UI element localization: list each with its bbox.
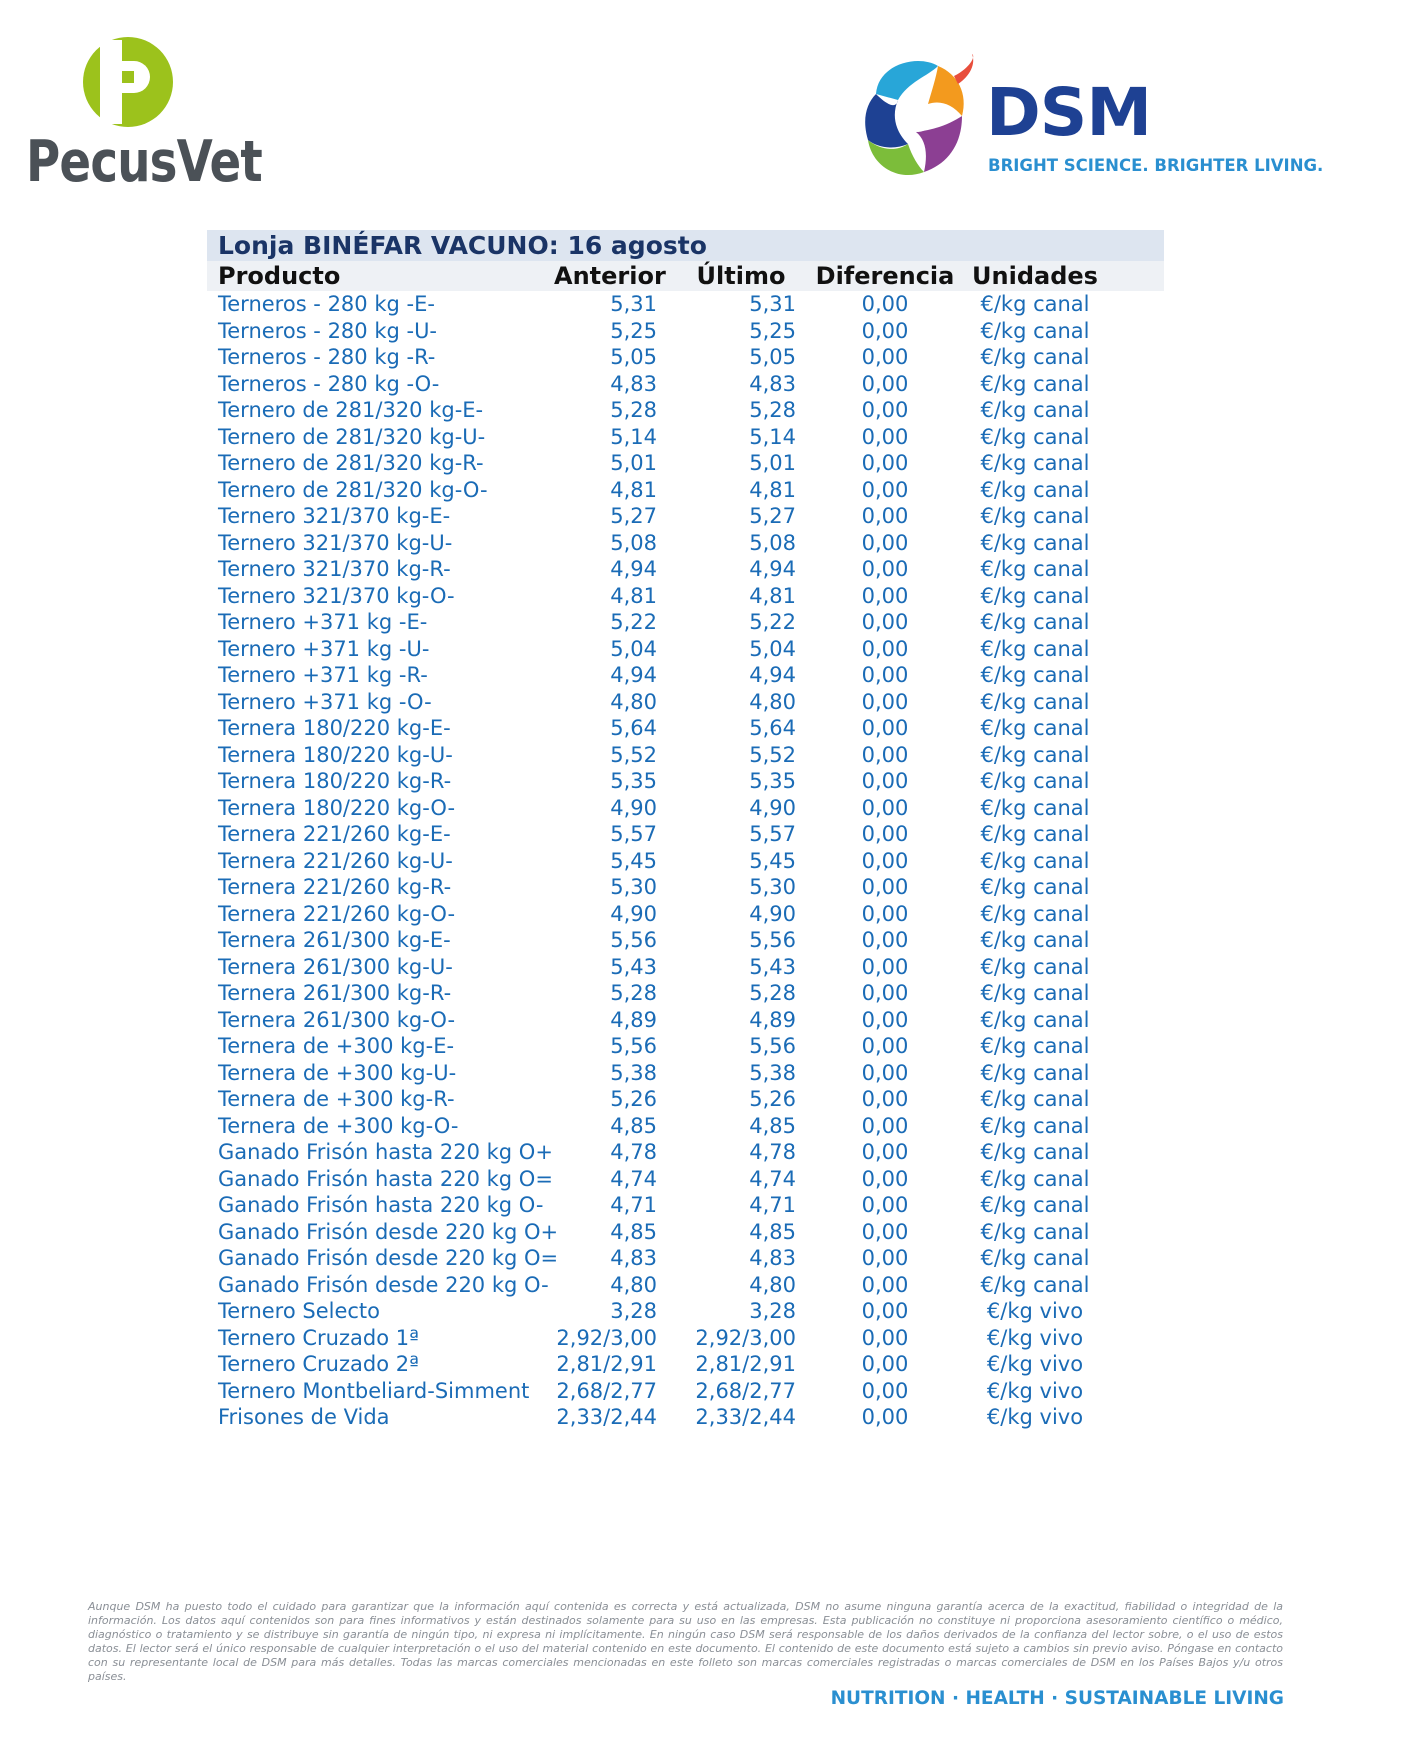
cell-diferencia: 0,00 bbox=[861, 424, 909, 449]
cell-ultimo: 5,64 bbox=[749, 716, 796, 741]
cell-ultimo: 5,43 bbox=[749, 954, 796, 979]
cell-anterior: 3,28 bbox=[610, 1299, 657, 1324]
table-row bbox=[207, 848, 1164, 875]
cell-unidades: €/kg canal bbox=[980, 1246, 1090, 1271]
cell-anterior: 2,92/3,00 bbox=[556, 1325, 657, 1350]
cell-diferencia: 0,00 bbox=[861, 398, 909, 423]
cell-producto: Ternera 221/260 kg-E- bbox=[218, 822, 451, 847]
cell-producto: Ternera de +300 kg-R- bbox=[218, 1087, 455, 1112]
cell-diferencia: 0,00 bbox=[861, 583, 909, 608]
table-row bbox=[207, 1272, 1164, 1299]
cell-anterior: 5,27 bbox=[610, 504, 657, 529]
cell-producto: Ternera 180/220 kg-O- bbox=[218, 795, 456, 820]
cell-anterior: 2,33/2,44 bbox=[556, 1405, 657, 1430]
cell-producto: Ternera 261/300 kg-U- bbox=[218, 954, 453, 979]
cell-producto: Ternera 180/220 kg-U- bbox=[218, 742, 453, 767]
cell-anterior: 4,85 bbox=[610, 1219, 657, 1244]
cell-producto: Ganado Frisón desde 220 kg O- bbox=[218, 1272, 549, 1297]
table-row bbox=[207, 927, 1164, 954]
cell-diferencia: 0,00 bbox=[861, 1087, 909, 1112]
cell-unidades: €/kg canal bbox=[980, 504, 1090, 529]
cell-anterior: 4,89 bbox=[610, 1007, 657, 1032]
cell-unidades: €/kg canal bbox=[980, 1193, 1090, 1218]
cell-ultimo: 5,26 bbox=[749, 1087, 796, 1112]
table-row bbox=[207, 371, 1164, 398]
cell-diferencia: 0,00 bbox=[861, 663, 909, 688]
cell-producto: Ternero +371 kg -E- bbox=[218, 610, 428, 635]
cell-producto: Ternera 221/260 kg-U- bbox=[218, 848, 453, 873]
cell-ultimo: 5,14 bbox=[749, 424, 796, 449]
cell-producto: Terneros - 280 kg -U- bbox=[218, 318, 438, 343]
cell-anterior: 5,52 bbox=[610, 742, 657, 767]
table-row bbox=[207, 1166, 1164, 1193]
table-row bbox=[207, 1245, 1164, 1272]
cell-unidades: €/kg canal bbox=[980, 371, 1090, 396]
cell-unidades: €/kg canal bbox=[980, 1113, 1090, 1138]
cell-producto: Ternera 261/300 kg-O- bbox=[218, 1007, 456, 1032]
cell-anterior: 5,01 bbox=[610, 451, 657, 476]
cell-unidades: €/kg canal bbox=[980, 1034, 1090, 1059]
cell-diferencia: 0,00 bbox=[861, 318, 909, 343]
cell-anterior: 4,80 bbox=[610, 1272, 657, 1297]
cell-ultimo: 4,89 bbox=[749, 1007, 796, 1032]
table-row bbox=[207, 1219, 1164, 1246]
cell-unidades: €/kg canal bbox=[980, 795, 1090, 820]
cell-ultimo: 5,27 bbox=[749, 504, 796, 529]
table-row bbox=[207, 1113, 1164, 1140]
table-row bbox=[207, 901, 1164, 928]
cell-diferencia: 0,00 bbox=[861, 928, 909, 953]
dsm-tagline: BRIGHT SCIENCE. BRIGHTER LIVING. bbox=[988, 156, 1324, 175]
table-row bbox=[207, 1325, 1164, 1352]
table-row bbox=[207, 1378, 1164, 1405]
cell-unidades: €/kg canal bbox=[980, 822, 1090, 847]
cell-ultimo: 4,78 bbox=[749, 1140, 796, 1165]
table-row bbox=[207, 1139, 1164, 1166]
cell-ultimo: 4,83 bbox=[749, 371, 796, 396]
cell-ultimo: 4,90 bbox=[749, 795, 796, 820]
cell-anterior: 5,56 bbox=[610, 1034, 657, 1059]
cell-ultimo: 4,85 bbox=[749, 1113, 796, 1138]
cell-unidades: €/kg vivo bbox=[986, 1299, 1084, 1324]
column-header-producto: Producto bbox=[218, 262, 341, 290]
cell-diferencia: 0,00 bbox=[861, 1246, 909, 1271]
pecusvet-p-icon bbox=[78, 35, 178, 129]
cell-diferencia: 0,00 bbox=[861, 1272, 909, 1297]
cell-unidades: €/kg canal bbox=[980, 530, 1090, 555]
cell-anterior: 4,90 bbox=[610, 795, 657, 820]
cell-anterior: 5,64 bbox=[610, 716, 657, 741]
table-row bbox=[207, 954, 1164, 981]
cell-producto: Ternera 261/300 kg-E- bbox=[218, 928, 451, 953]
table-row bbox=[207, 980, 1164, 1007]
cell-ultimo: 5,25 bbox=[749, 318, 796, 343]
cell-anterior: 5,28 bbox=[610, 398, 657, 423]
table-row bbox=[207, 874, 1164, 901]
cell-ultimo: 4,80 bbox=[749, 1272, 796, 1297]
cell-anterior: 4,81 bbox=[610, 583, 657, 608]
cell-anterior: 5,57 bbox=[610, 822, 657, 847]
cell-diferencia: 0,00 bbox=[861, 795, 909, 820]
footer-tagline: NUTRITION · HEALTH · SUSTAINABLE LIVING bbox=[830, 1688, 1284, 1709]
cell-ultimo: 5,31 bbox=[749, 292, 796, 317]
cell-diferencia: 0,00 bbox=[861, 689, 909, 714]
cell-unidades: €/kg vivo bbox=[986, 1352, 1084, 1377]
cell-anterior: 4,83 bbox=[610, 1246, 657, 1271]
cell-diferencia: 0,00 bbox=[861, 1140, 909, 1165]
cell-diferencia: 0,00 bbox=[861, 610, 909, 635]
cell-ultimo: 5,28 bbox=[749, 398, 796, 423]
cell-ultimo: 4,81 bbox=[749, 477, 796, 502]
cell-producto: Ternero de 281/320 kg-O- bbox=[218, 477, 488, 502]
cell-producto: Ganado Frisón desde 220 kg O= bbox=[218, 1246, 559, 1271]
cell-producto: Ternera 221/260 kg-R- bbox=[218, 875, 452, 900]
cell-ultimo: 5,35 bbox=[749, 769, 796, 794]
cell-anterior: 5,56 bbox=[610, 928, 657, 953]
cell-diferencia: 0,00 bbox=[861, 1034, 909, 1059]
cell-anterior: 5,08 bbox=[610, 530, 657, 555]
cell-producto: Ternero 321/370 kg-O- bbox=[218, 583, 455, 608]
column-header-unidades: Unidades bbox=[972, 262, 1098, 290]
table-row bbox=[207, 689, 1164, 716]
cell-unidades: €/kg canal bbox=[980, 557, 1090, 582]
cell-producto: Ternero 321/370 kg-R- bbox=[218, 557, 451, 582]
cell-diferencia: 0,00 bbox=[861, 292, 909, 317]
cell-ultimo: 5,45 bbox=[749, 848, 796, 873]
cell-anterior: 5,43 bbox=[610, 954, 657, 979]
cell-anterior: 5,30 bbox=[610, 875, 657, 900]
cell-unidades: €/kg vivo bbox=[986, 1325, 1084, 1350]
cell-anterior: 4,85 bbox=[610, 1113, 657, 1138]
table-header bbox=[207, 261, 1164, 291]
cell-anterior: 4,80 bbox=[610, 689, 657, 714]
cell-ultimo: 3,28 bbox=[749, 1299, 796, 1324]
cell-anterior: 5,31 bbox=[610, 292, 657, 317]
column-header-diferencia: Diferencia bbox=[815, 262, 955, 290]
cell-anterior: 4,81 bbox=[610, 477, 657, 502]
cell-anterior: 2,68/2,77 bbox=[556, 1378, 657, 1403]
cell-diferencia: 0,00 bbox=[861, 1325, 909, 1350]
cell-producto: Ternero de 281/320 kg-U- bbox=[218, 424, 486, 449]
cell-producto: Ternera 180/220 kg-E- bbox=[218, 716, 451, 741]
dsm-logo bbox=[858, 54, 1324, 194]
cell-ultimo: 5,04 bbox=[749, 636, 796, 661]
cell-ultimo: 5,56 bbox=[749, 928, 796, 953]
table-row bbox=[207, 318, 1164, 345]
cell-unidades: €/kg canal bbox=[980, 928, 1090, 953]
cell-anterior: 4,83 bbox=[610, 371, 657, 396]
cell-diferencia: 0,00 bbox=[861, 742, 909, 767]
cell-anterior: 5,05 bbox=[610, 345, 657, 370]
cell-anterior: 5,35 bbox=[610, 769, 657, 794]
cell-ultimo: 4,71 bbox=[749, 1193, 796, 1218]
cell-diferencia: 0,00 bbox=[861, 822, 909, 847]
cell-ultimo: 5,08 bbox=[749, 530, 796, 555]
cell-unidades: €/kg canal bbox=[980, 742, 1090, 767]
cell-unidades: €/kg canal bbox=[980, 663, 1090, 688]
cell-diferencia: 0,00 bbox=[861, 769, 909, 794]
dsm-wordmark: DSM bbox=[986, 74, 1151, 151]
table-row bbox=[207, 556, 1164, 583]
cell-producto: Ternera de +300 kg-O- bbox=[218, 1113, 459, 1138]
cell-unidades: €/kg canal bbox=[980, 477, 1090, 502]
cell-unidades: €/kg canal bbox=[980, 451, 1090, 476]
cell-producto: Ternero Montbeliard-Simment bbox=[218, 1378, 530, 1403]
table-row bbox=[207, 344, 1164, 371]
cell-diferencia: 0,00 bbox=[861, 371, 909, 396]
cell-anterior: 4,94 bbox=[610, 663, 657, 688]
cell-producto: Terneros - 280 kg -O- bbox=[218, 371, 440, 396]
cell-diferencia: 0,00 bbox=[861, 716, 909, 741]
table-row bbox=[207, 742, 1164, 769]
cell-ultimo: 5,28 bbox=[749, 981, 796, 1006]
cell-producto: Ternera 261/300 kg-R- bbox=[218, 981, 452, 1006]
table-row bbox=[207, 1298, 1164, 1325]
table-row bbox=[207, 768, 1164, 795]
table-row bbox=[207, 1007, 1164, 1034]
cell-diferencia: 0,00 bbox=[861, 875, 909, 900]
cell-anterior: 2,81/2,91 bbox=[556, 1352, 657, 1377]
cell-diferencia: 0,00 bbox=[861, 1007, 909, 1032]
cell-diferencia: 0,00 bbox=[861, 1352, 909, 1377]
cell-unidades: €/kg vivo bbox=[986, 1378, 1084, 1403]
cell-unidades: €/kg canal bbox=[980, 1272, 1090, 1297]
price-table bbox=[207, 261, 1164, 1431]
cell-producto: Terneros - 280 kg -E- bbox=[218, 292, 435, 317]
pecusvet-logo bbox=[26, 30, 262, 200]
cell-unidades: €/kg canal bbox=[980, 875, 1090, 900]
table-row bbox=[207, 1033, 1164, 1060]
cell-producto: Terneros - 280 kg -R- bbox=[218, 345, 436, 370]
table-row bbox=[207, 397, 1164, 424]
cell-ultimo: 2,92/3,00 bbox=[695, 1325, 796, 1350]
cell-anterior: 5,26 bbox=[610, 1087, 657, 1112]
table-row bbox=[207, 636, 1164, 663]
cell-unidades: €/kg canal bbox=[980, 636, 1090, 661]
cell-producto: Ternero 321/370 kg-U- bbox=[218, 530, 453, 555]
cell-unidades: €/kg canal bbox=[980, 583, 1090, 608]
cell-diferencia: 0,00 bbox=[861, 451, 909, 476]
cell-unidades: €/kg canal bbox=[980, 345, 1090, 370]
table-row bbox=[207, 715, 1164, 742]
cell-unidades: €/kg canal bbox=[980, 716, 1090, 741]
cell-anterior: 4,74 bbox=[610, 1166, 657, 1191]
table-row bbox=[207, 795, 1164, 822]
table-row bbox=[207, 530, 1164, 557]
cell-producto: Ganado Frisón desde 220 kg O+ bbox=[218, 1219, 559, 1244]
cell-diferencia: 0,00 bbox=[861, 848, 909, 873]
cell-ultimo: 4,81 bbox=[749, 583, 796, 608]
cell-unidades: €/kg canal bbox=[980, 769, 1090, 794]
cell-ultimo: 4,85 bbox=[749, 1219, 796, 1244]
cell-diferencia: 0,00 bbox=[861, 1219, 909, 1244]
cell-ultimo: 5,57 bbox=[749, 822, 796, 847]
price-report bbox=[207, 230, 1164, 1431]
cell-anterior: 4,94 bbox=[610, 557, 657, 582]
cell-diferencia: 0,00 bbox=[861, 557, 909, 582]
cell-unidades: €/kg canal bbox=[980, 292, 1090, 317]
cell-unidades: €/kg canal bbox=[980, 981, 1090, 1006]
disclaimer-text: Aunque DSM ha puesto todo el cuidado para garantizar que la información aquí contenida es correcta y está actualizada, DSM no asume ninguna garantía acerca de la exactitud, fiabilidad o integridad de la información. Los datos aquí contenidos son para fines informativos y están destinados solamente para su uso en las empresas. Esta publicación no constituye ni proporciona asesoramiento científico o médico, diagnóstico o tratamiento y se distribuye sin garantía de ningún tipo, ni expresa ni implícitamente. En ningún caso DSM será responsable de los daños derivados de la confianza del lector sobre, o el uso de estos datos. El lector será el único responsable de cualquier interpretación o el uso del material contenido en este documento. El contenido de este documento está sujeto a cambios sin previo aviso. Póngase en contacto con su representante local de DSM para más detalles. Todas las marcas comerciales mencionadas en este folleto son marcas comerciales registradas o marcas comerciales de DSM en los Países Bajos y/u otros países. bbox=[88, 1600, 1283, 1683]
table-row bbox=[207, 1086, 1164, 1113]
cell-diferencia: 0,00 bbox=[861, 901, 909, 926]
cell-diferencia: 0,00 bbox=[861, 504, 909, 529]
cell-diferencia: 0,00 bbox=[861, 1378, 909, 1403]
cell-producto: Ganado Frisón hasta 220 kg O+ bbox=[218, 1140, 553, 1165]
cell-ultimo: 4,74 bbox=[749, 1166, 796, 1191]
cell-anterior: 5,14 bbox=[610, 424, 657, 449]
table-row bbox=[207, 424, 1164, 451]
cell-unidades: €/kg canal bbox=[980, 1219, 1090, 1244]
cell-ultimo: 5,56 bbox=[749, 1034, 796, 1059]
cell-ultimo: 5,30 bbox=[749, 875, 796, 900]
cell-ultimo: 2,81/2,91 bbox=[695, 1352, 796, 1377]
cell-anterior: 4,71 bbox=[610, 1193, 657, 1218]
cell-anterior: 5,38 bbox=[610, 1060, 657, 1085]
table-body bbox=[207, 291, 1164, 1431]
table-row bbox=[207, 1192, 1164, 1219]
table-row bbox=[207, 609, 1164, 636]
cell-diferencia: 0,00 bbox=[861, 954, 909, 979]
cell-producto: Ternera 180/220 kg-R- bbox=[218, 769, 452, 794]
cell-ultimo: 4,94 bbox=[749, 663, 796, 688]
cell-producto: Ternera 221/260 kg-O- bbox=[218, 901, 456, 926]
cell-anterior: 5,25 bbox=[610, 318, 657, 343]
cell-anterior: 5,04 bbox=[610, 636, 657, 661]
cell-diferencia: 0,00 bbox=[861, 1299, 909, 1324]
cell-producto: Ternero 321/370 kg-E- bbox=[218, 504, 451, 529]
column-header-ultimo: Último bbox=[696, 262, 786, 290]
cell-unidades: €/kg canal bbox=[980, 1140, 1090, 1165]
cell-ultimo: 5,38 bbox=[749, 1060, 796, 1085]
cell-anterior: 4,90 bbox=[610, 901, 657, 926]
cell-anterior: 5,45 bbox=[610, 848, 657, 873]
table-row bbox=[207, 1060, 1164, 1087]
cell-diferencia: 0,00 bbox=[861, 530, 909, 555]
cell-ultimo: 5,52 bbox=[749, 742, 796, 767]
cell-producto: Ternero Cruzado 2ª bbox=[218, 1352, 419, 1377]
cell-unidades: €/kg canal bbox=[980, 954, 1090, 979]
cell-anterior: 5,22 bbox=[610, 610, 657, 635]
cell-diferencia: 0,00 bbox=[861, 1113, 909, 1138]
table-row bbox=[207, 291, 1164, 318]
cell-diferencia: 0,00 bbox=[861, 1060, 909, 1085]
cell-producto: Ternero +371 kg -U- bbox=[218, 636, 430, 661]
dsm-flower-icon bbox=[858, 54, 980, 184]
cell-diferencia: 0,00 bbox=[861, 1166, 909, 1191]
cell-ultimo: 2,33/2,44 bbox=[695, 1405, 796, 1430]
table-row bbox=[207, 821, 1164, 848]
cell-diferencia: 0,00 bbox=[861, 1193, 909, 1218]
table-row bbox=[207, 450, 1164, 477]
cell-ultimo: 2,68/2,77 bbox=[695, 1378, 796, 1403]
table-row bbox=[207, 477, 1164, 504]
column-header-anterior: Anterior bbox=[554, 262, 666, 290]
cell-producto: Ternero de 281/320 kg-R- bbox=[218, 451, 484, 476]
cell-anterior: 5,28 bbox=[610, 981, 657, 1006]
report-title: Lonja BINÉFAR VACUNO: 16 agosto bbox=[207, 230, 1164, 261]
cell-unidades: €/kg canal bbox=[980, 1007, 1090, 1032]
cell-unidades: €/kg canal bbox=[980, 318, 1090, 343]
cell-anterior: 4,78 bbox=[610, 1140, 657, 1165]
cell-ultimo: 4,83 bbox=[749, 1246, 796, 1271]
pecusvet-wordmark: PecusVet bbox=[26, 129, 262, 195]
cell-ultimo: 4,80 bbox=[749, 689, 796, 714]
cell-unidades: €/kg canal bbox=[980, 398, 1090, 423]
cell-unidades: €/kg canal bbox=[980, 901, 1090, 926]
cell-producto: Frisones de Vida bbox=[218, 1405, 390, 1430]
cell-unidades: €/kg vivo bbox=[986, 1405, 1084, 1430]
cell-producto: Ternero de 281/320 kg-E- bbox=[218, 398, 484, 423]
cell-diferencia: 0,00 bbox=[861, 345, 909, 370]
cell-ultimo: 4,90 bbox=[749, 901, 796, 926]
cell-ultimo: 5,01 bbox=[749, 451, 796, 476]
cell-producto: Ternera de +300 kg-E- bbox=[218, 1034, 455, 1059]
table-row bbox=[207, 662, 1164, 689]
cell-ultimo: 5,22 bbox=[749, 610, 796, 635]
table-row bbox=[207, 503, 1164, 530]
cell-unidades: €/kg canal bbox=[980, 689, 1090, 714]
table-row bbox=[207, 1351, 1164, 1378]
cell-diferencia: 0,00 bbox=[861, 1405, 909, 1430]
cell-producto: Ternero Selecto bbox=[218, 1299, 381, 1324]
cell-producto: Ternera de +300 kg-U- bbox=[218, 1060, 457, 1085]
table-row bbox=[207, 583, 1164, 610]
cell-producto: Ganado Frisón hasta 220 kg O= bbox=[218, 1166, 553, 1191]
cell-unidades: €/kg canal bbox=[980, 424, 1090, 449]
cell-producto: Ganado Frisón hasta 220 kg O- bbox=[218, 1193, 544, 1218]
cell-ultimo: 4,94 bbox=[749, 557, 796, 582]
cell-unidades: €/kg canal bbox=[980, 1166, 1090, 1191]
cell-producto: Ternero +371 kg -O- bbox=[218, 689, 432, 714]
cell-unidades: €/kg canal bbox=[980, 610, 1090, 635]
cell-unidades: €/kg canal bbox=[980, 1060, 1090, 1085]
cell-unidades: €/kg canal bbox=[980, 848, 1090, 873]
cell-ultimo: 5,05 bbox=[749, 345, 796, 370]
table-row bbox=[207, 1404, 1164, 1431]
cell-producto: Ternero +371 kg -R- bbox=[218, 663, 428, 688]
cell-diferencia: 0,00 bbox=[861, 981, 909, 1006]
cell-diferencia: 0,00 bbox=[861, 477, 909, 502]
cell-producto: Ternero Cruzado 1ª bbox=[218, 1325, 419, 1350]
cell-diferencia: 0,00 bbox=[861, 636, 909, 661]
cell-unidades: €/kg canal bbox=[980, 1087, 1090, 1112]
